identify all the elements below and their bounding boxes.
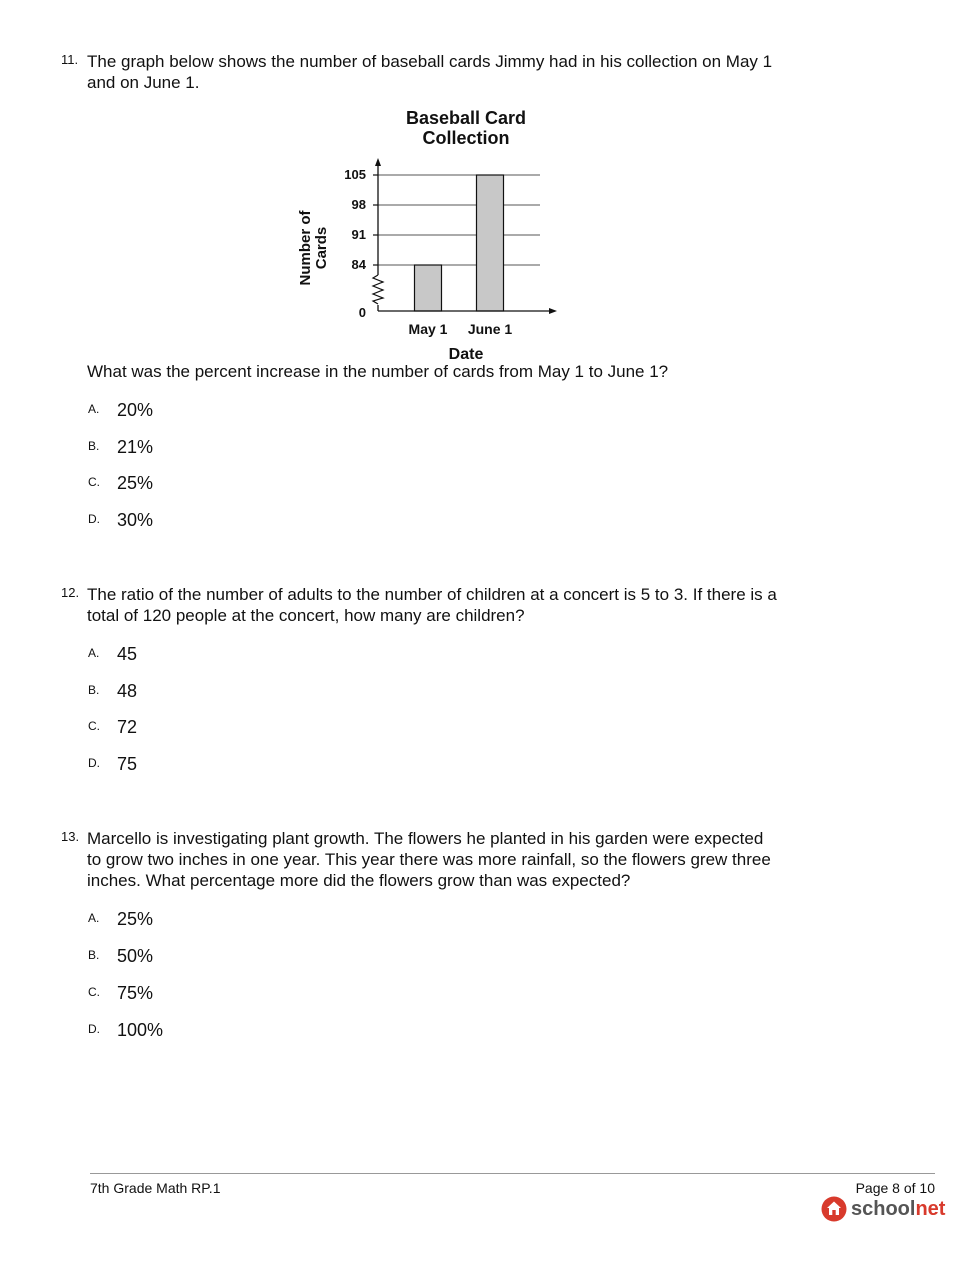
house-icon [821, 1196, 847, 1222]
chart-xlabel: Date [448, 346, 484, 363]
question-number: 11. [61, 52, 79, 67]
option-value: 25% [117, 909, 154, 929]
option-letter: B. [88, 439, 100, 453]
footer-divider [90, 1173, 935, 1174]
option-letter: C. [88, 985, 100, 999]
y-tick-label: 105 [344, 167, 366, 182]
chart-axes [372, 158, 557, 314]
option-letter: D. [88, 512, 100, 526]
y-tick-label-zero: 0 [358, 305, 366, 320]
question-text: Marcello is investigating plant growth. The flowers he planted in his garden were expected to grow two inches in one year. This year there was more rainfall, so the flowers grew three inches. What percentage more did the flowers grow than was expected? [87, 829, 771, 890]
option-letter: D. [88, 1022, 100, 1036]
option-letter: D. [88, 756, 100, 770]
option-value: 21% [117, 437, 154, 457]
y-tick-label: 84 [351, 257, 366, 272]
bar-june-1 [477, 175, 504, 311]
brand-net: net [915, 1197, 946, 1220]
option-value: 75% [117, 983, 154, 1003]
chart-ylabel-line-2: Cards [313, 226, 330, 270]
brand-school: school [851, 1197, 916, 1220]
footer-title: 7th Grade Math RP.1 [90, 1180, 221, 1196]
option-value: 72 [117, 717, 138, 737]
y-axis-arrow [375, 158, 381, 166]
option-value: 100% [117, 1020, 164, 1040]
chart-grid [378, 175, 540, 265]
option-value: 75 [117, 754, 138, 774]
option-value: 20% [117, 400, 154, 420]
question-number: 12. [61, 585, 80, 600]
question-number: 13. [61, 829, 80, 844]
question-11-prompt: What was the percent increase in the number of cards from May 1 to June 1? [87, 362, 669, 381]
brand-name [851, 1198, 945, 1221]
chart-ylabel-line-1: Number of [297, 210, 314, 286]
question-text: The graph below shows the number of baseball cards Jimmy had in his collection on May 1 and on June 1. [87, 52, 773, 92]
bar-may-1 [415, 265, 442, 311]
page-number: Page 8 of 10 [855, 1180, 935, 1196]
option-letter: B. [88, 683, 100, 697]
option-letter: C. [88, 475, 100, 489]
y-tick-label: 98 [351, 197, 366, 212]
chart-title-line-1: Baseball Card [405, 108, 527, 128]
chart-xticks [409, 321, 513, 337]
option-value: 50% [117, 946, 154, 966]
option-value: 45 [117, 644, 138, 664]
chart-bars [415, 175, 504, 311]
y-tick-label: 91 [351, 227, 366, 242]
option-value: 25% [117, 473, 154, 493]
option-letter: B. [88, 948, 100, 962]
option-value: 30% [117, 510, 154, 530]
option-letter: A. [88, 646, 100, 660]
option-letter: C. [88, 719, 100, 733]
chart-title-line-2: Collection [422, 128, 510, 148]
baseball-card-chart [290, 103, 560, 365]
x-tick-label: June 1 [467, 321, 513, 337]
option-letter: A. [88, 402, 100, 416]
chart-ylabel [297, 209, 330, 285]
option-letter: A. [88, 911, 100, 925]
option-value: 48 [117, 681, 138, 701]
x-tick-label: May 1 [408, 321, 448, 337]
question-text: The ratio of the number of adults to the number of children at a concert is 5 to 3. If there is a total of 120 people at the concert, how many are children? [87, 585, 777, 625]
x-axis-arrow [549, 308, 557, 314]
schoolnet-logo [821, 1195, 945, 1223]
